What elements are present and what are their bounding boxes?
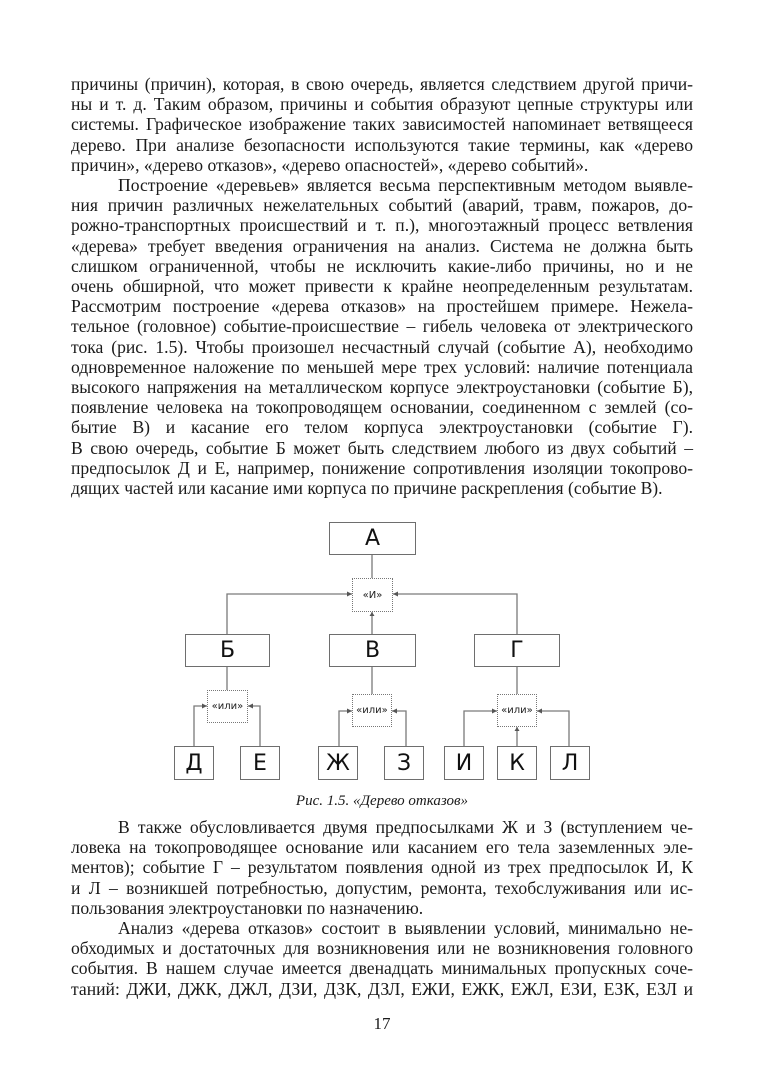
text-line: обходимых и достаточных для возникновения или не возникновения головного [71, 938, 693, 959]
text-line: высокого напряжения на металлическом корпусе электроустановки (событие Б), [71, 377, 693, 398]
event-node-e: Е [240, 746, 280, 780]
text-line: Рассмотрим построение «дерева отказов» на простейшем примере. Нежела- [71, 296, 693, 317]
event-node-l: Л [550, 746, 590, 780]
text-line: дящих частей или касание ими корпуса по причине раскрепления (событие В). [71, 478, 663, 499]
text-line: слишком ограниченной, чтобы не исключить какие-либо причины, но и не [71, 255, 693, 276]
text-line: ментов); событие Г – результатом появления одной из трех предпосылок И, К [71, 857, 693, 878]
text-line: В свою очередь, событие Б может быть следствием любого из двух событий – [71, 437, 693, 458]
event-node-d: Д [174, 746, 214, 780]
text-line: тельное (головное) событие-происшествие – гибель человека от электрического [71, 316, 693, 337]
event-node-v: В [329, 634, 416, 667]
page-number: 17 [373, 1014, 391, 1033]
text-line: одновременное наложение по меньшей мере трех условий: наличие потенциала [71, 356, 693, 377]
paragraph-start-line: Построение «деревьев» является весьма перспективным методом выявле- [118, 175, 693, 196]
text-line: пользования электроустановки по назначению. [71, 897, 424, 918]
event-node-a: А [329, 522, 416, 555]
text-line: появление человека на токопроводящем основании, соединенном с землей (со- [71, 397, 693, 418]
or-gate-g: «или» [497, 694, 537, 727]
text-line: ны и т. д. Таким образом, причины и события образуют цепные структуры или [71, 94, 693, 115]
event-node-zh: Ж [318, 746, 358, 780]
text-line: и Л – возникшей потребностью, допустим, ремонта, техобслуживания или ис- [71, 877, 693, 898]
and-gate: «И» [352, 578, 393, 612]
event-node-i: И [444, 746, 484, 780]
text-line: причин», «дерево отказов», «дерево опасностей», «дерево событий». [71, 154, 589, 175]
text-line: бытие В) и касание его телом корпуса электроустановки (событие Г). [71, 417, 693, 438]
text-line: «дерева» требует введения ограничения на анализ. Система не должна быть [71, 235, 693, 256]
event-node-g: Г [474, 634, 560, 667]
text-line: таний: ДЖИ, ДЖК, ДЖЛ, ДЗИ, ДЗК, ДЗЛ, ЕЖИ, ЕЖК, ЕЖЛ, ЕЗИ, ЕЗК, ЕЗЛ и [71, 978, 693, 999]
event-node-k: К [497, 746, 537, 780]
text-line: рожно-транспортных происшествий и т. п.), многоэтажный процесс ветвления [71, 215, 693, 236]
or-gate-v: «или» [352, 694, 392, 727]
text-line: предпосылок Д и Е, например, понижение сопротивления изоляции токопрово- [71, 457, 693, 478]
event-node-b: Б [185, 634, 270, 667]
figure-caption: Рис. 1.5. «Дерево отказов» [295, 793, 469, 809]
text-line: ловека на токопроводящее основание или касанием его тела заземленных эле- [71, 837, 693, 858]
text-block-bottom [71, 817, 693, 999]
or-gate-b: «или» [207, 690, 248, 723]
text-block-top [71, 74, 693, 498]
text-line: причины (причин), которая, в свою очередь, является следствием другой причи- [71, 74, 693, 94]
text-line: ния причин различных нежелательных событий (аварий, травм, пожаров, до- [71, 195, 693, 216]
text-line: очень обширной, что может привести к крайне неопределенным результатам. [71, 276, 693, 297]
text-line: тока (рис. 1.5). Чтобы произошел несчастный случай (событие А), необходимо [71, 336, 693, 357]
text-line: системы. Графическое изображение таких зависимостей напоминает ветвящееся [71, 114, 693, 135]
event-node-z: З [384, 746, 424, 780]
paragraph-start-line: Анализ «дерева отказов» состоит в выявлении условий, минимально не- [118, 918, 693, 939]
text-line: дерево. При анализе безопасности используются такие термины, как «дерево [71, 134, 693, 155]
paragraph-start-line: В также обусловливается двумя предпосылками Ж и З (вступлением че- [118, 817, 693, 837]
text-line: события. В нашем случае имеется двенадцать минимальных пропускных соче- [71, 958, 693, 979]
